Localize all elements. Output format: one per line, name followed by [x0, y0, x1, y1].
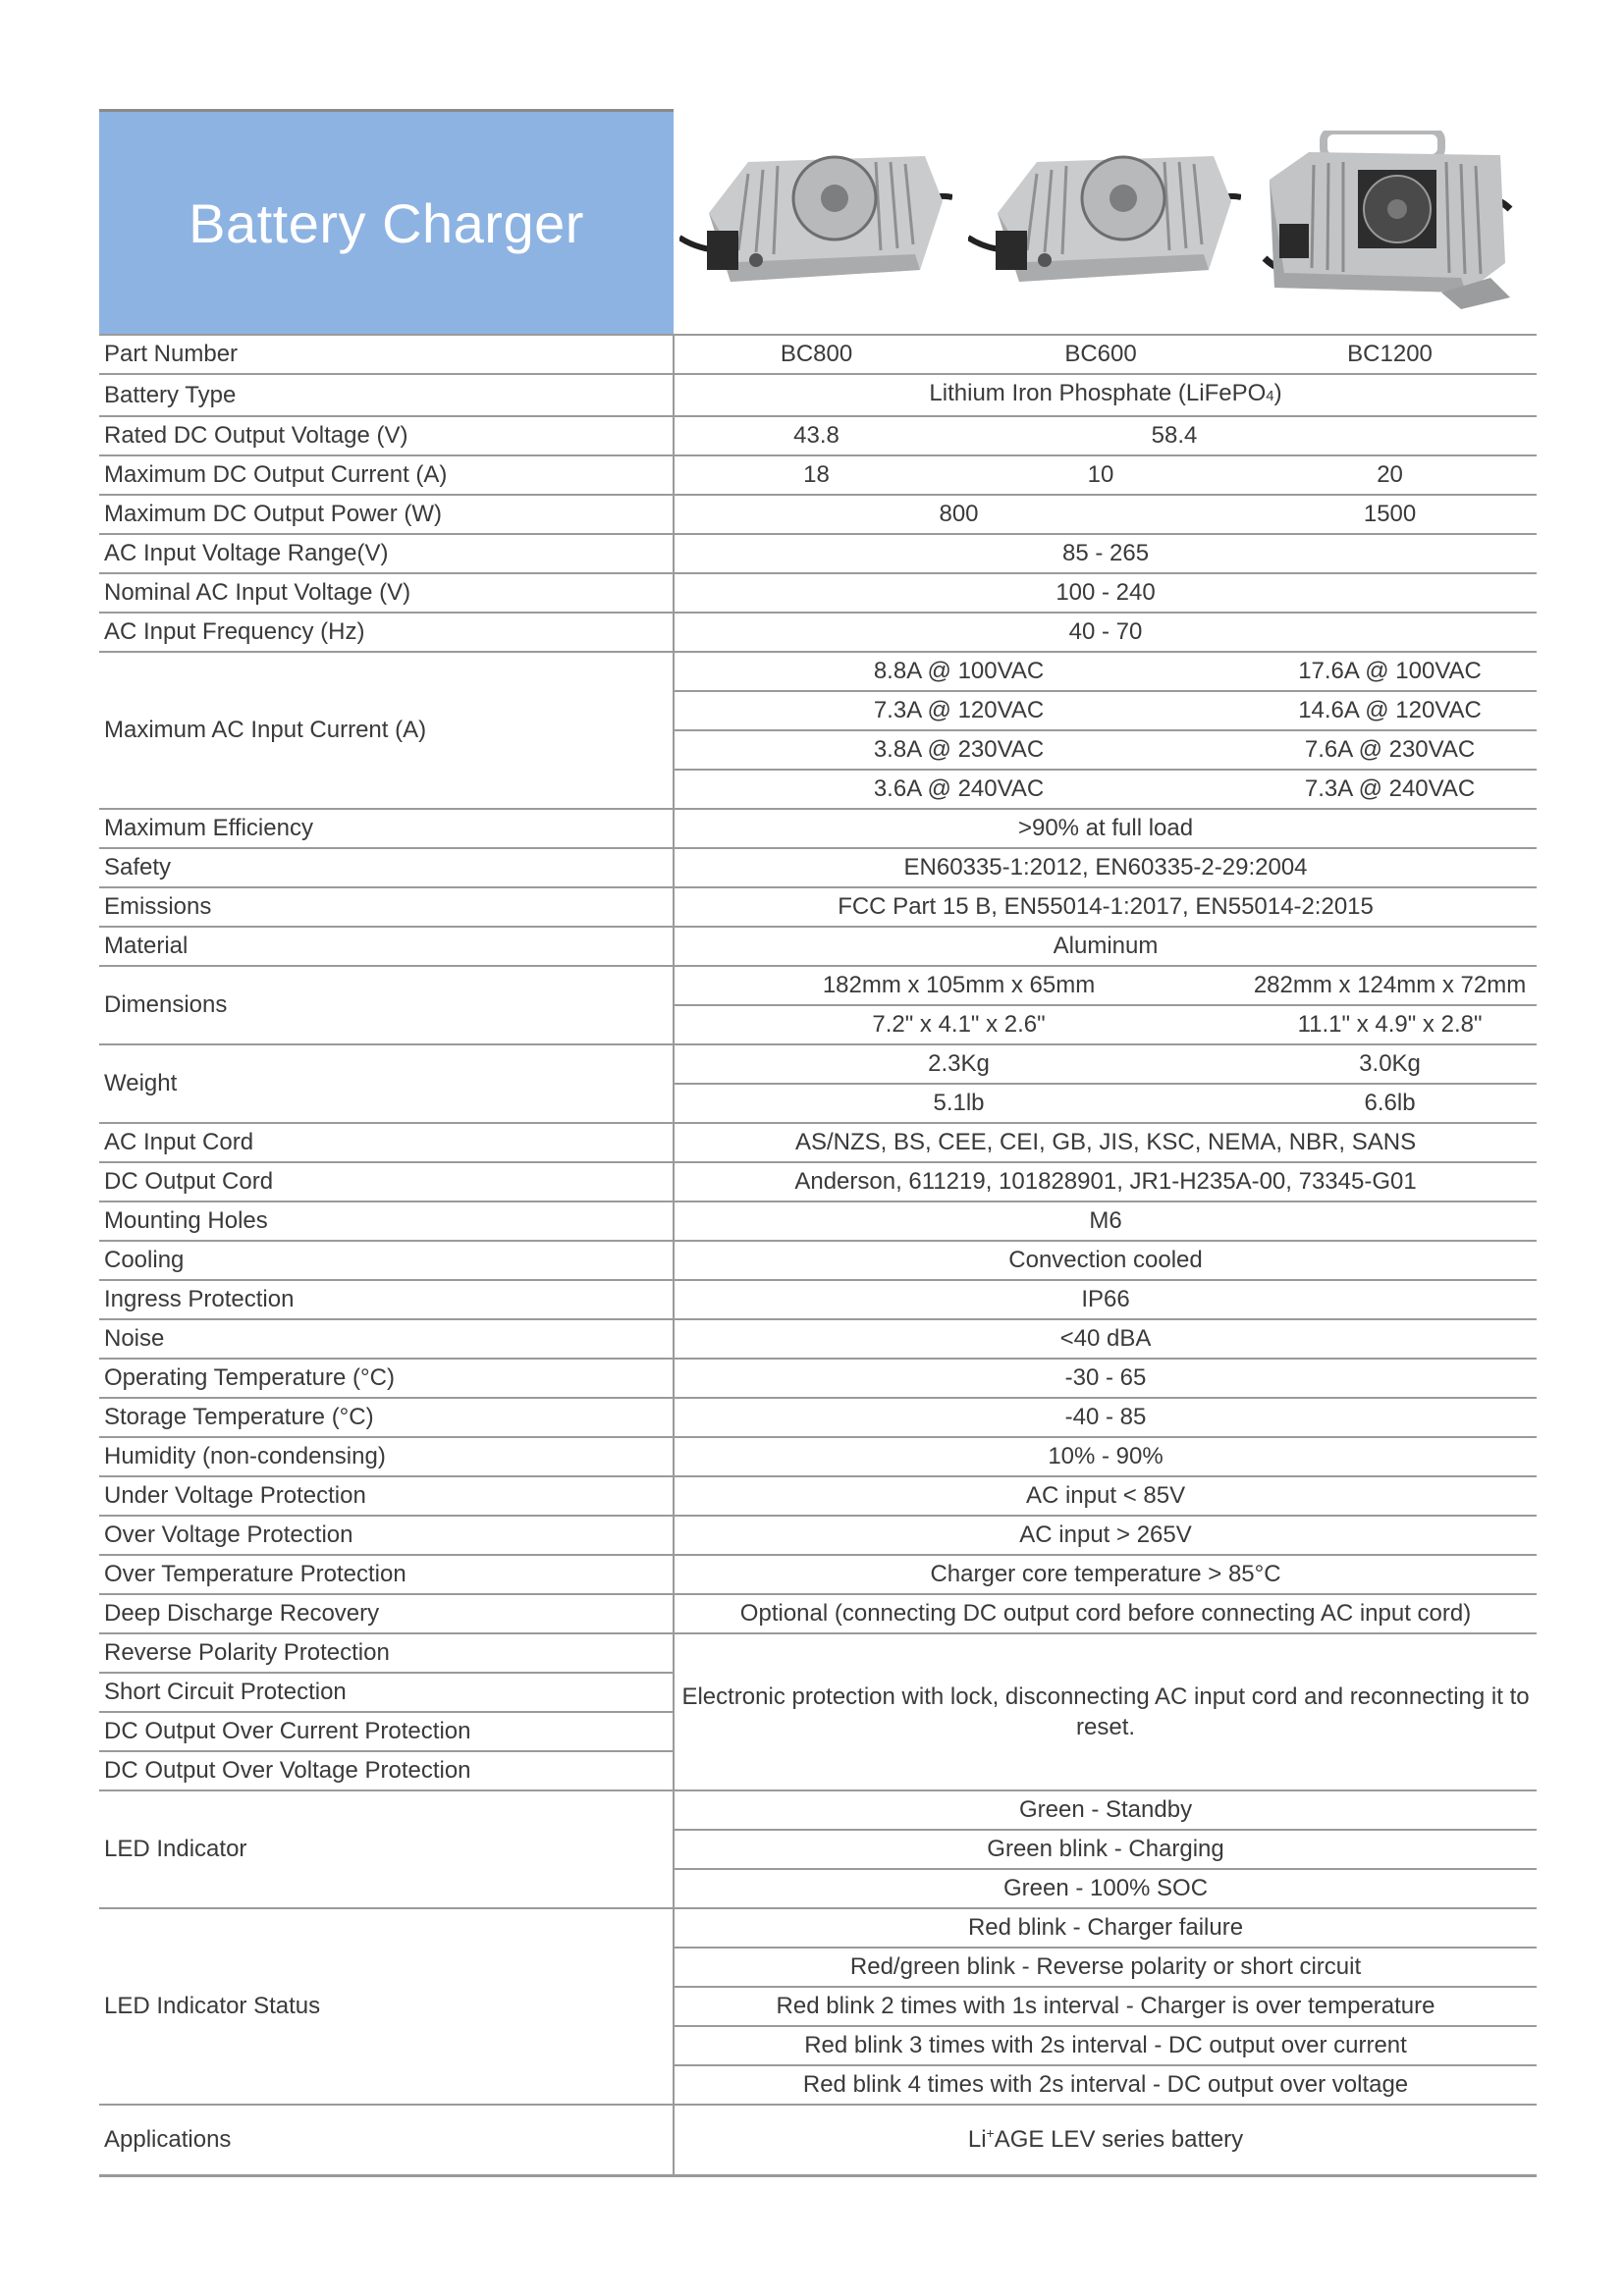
cell-value: Aluminum [674, 927, 1537, 966]
row-label: DC Output Over Voltage Protection [99, 1751, 674, 1790]
cell-value: Green blink - Charging [674, 1830, 1537, 1869]
row-label: AC Input Frequency (Hz) [99, 613, 674, 652]
cell-value: 3.6A @ 240VAC [674, 770, 1243, 809]
cell-value: Red blink 4 times with 2s interval - DC output over voltage [674, 2065, 1537, 2105]
row-label: AC Input Voltage Range(V) [99, 534, 674, 573]
cell-value: IP66 [674, 1280, 1537, 1319]
cell-value: 5.1lb [674, 1084, 1243, 1123]
row-label: Humidity (non-condensing) [99, 1437, 674, 1476]
row-label: Maximum AC Input Current (A) [99, 652, 674, 809]
cell-value: Green - Standby [674, 1790, 1537, 1830]
cell-value: 43.8 [674, 416, 958, 455]
row-led-indicator [99, 1790, 1537, 1830]
charger-photo-bc1200 [1255, 131, 1520, 312]
cell-value: 10% - 90% [674, 1437, 1537, 1476]
row-label: Short Circuit Protection [99, 1673, 674, 1712]
cell-value: FCC Part 15 B, EN55014-1:2017, EN55014-2:2015 [674, 887, 1537, 927]
cell-value: 40 - 70 [674, 613, 1537, 652]
row-label: Reverse Polarity Protection [99, 1633, 674, 1673]
cell-bc800: BC800 [674, 335, 958, 374]
cell-value: 7.3A @ 120VAC [674, 691, 1243, 730]
cell-value: EN60335-1:2012, EN60335-2-29:2004 [674, 848, 1537, 887]
row-rated-voltage [99, 416, 1537, 455]
title-banner [99, 109, 674, 334]
row-label: Dimensions [99, 966, 674, 1044]
cell-value [674, 2105, 1537, 2176]
row-nominal-ac [99, 573, 1537, 613]
cell-value: 3.8A @ 230VAC [674, 730, 1243, 770]
row-max-power [99, 495, 1537, 534]
row-protection [99, 1633, 1537, 1673]
cell-value: 17.6A @ 100VAC [1243, 652, 1537, 691]
row-label: Operating Temperature (°C) [99, 1359, 674, 1398]
row-label: LED Indicator Status [99, 1908, 674, 2105]
row-part-number [99, 335, 1537, 374]
cell-value: 182mm x 105mm x 65mm [674, 966, 1243, 1005]
row-label: Mounting Holes [99, 1201, 674, 1241]
cell-value: 282mm x 124mm x 72mm [1243, 966, 1537, 1005]
row-label: Maximum DC Output Power (W) [99, 495, 674, 534]
row-label: AC Input Cord [99, 1123, 674, 1162]
row-label: Applications [99, 2105, 674, 2176]
row-mounting [99, 1201, 1537, 1241]
row-dc-cord [99, 1162, 1537, 1201]
row-led-status [99, 1908, 1537, 1948]
row-op-temp [99, 1359, 1537, 1398]
cell-bc1200: BC1200 [1243, 335, 1537, 374]
row-under-voltage [99, 1476, 1537, 1516]
row-label: Ingress Protection [99, 1280, 674, 1319]
cell-value: 58.4 [958, 416, 1390, 455]
row-label: Nominal AC Input Voltage (V) [99, 573, 674, 613]
row-weight [99, 1044, 1537, 1084]
cell-value: 3.0Kg [1243, 1044, 1537, 1084]
cell-value: Red blink 2 times with 1s interval - Charger is over temperature [674, 1987, 1537, 2026]
cell-value [674, 374, 1537, 416]
row-dimensions [99, 966, 1537, 1005]
cell-value: Convection cooled [674, 1241, 1537, 1280]
battery-type-subscript: 4 [1266, 388, 1274, 404]
row-label: Over Temperature Protection [99, 1555, 674, 1594]
product-photos [674, 109, 1537, 334]
cell-bc1200: 20 [1243, 455, 1537, 495]
battery-type-suffix: ) [1273, 380, 1282, 406]
row-st-temp [99, 1398, 1537, 1437]
row-label: Maximum Efficiency [99, 809, 674, 848]
row-label: Maximum DC Output Current (A) [99, 455, 674, 495]
row-label: Material [99, 927, 674, 966]
row-label: Rated DC Output Voltage (V) [99, 416, 674, 455]
spec-table [99, 334, 1537, 2177]
row-over-temp [99, 1555, 1537, 1594]
applications-suffix: AGE LEV series battery [994, 2126, 1244, 2153]
row-label: Under Voltage Protection [99, 1476, 674, 1516]
cell-value: AS/NZS, BS, CEE, CEI, GB, JIS, KSC, NEMA, NBR, SANS [674, 1123, 1537, 1162]
cell-value: 14.6A @ 120VAC [1243, 691, 1537, 730]
cell-value: -40 - 85 [674, 1398, 1537, 1437]
row-safety [99, 848, 1537, 887]
row-max-ac-current [99, 652, 1537, 691]
row-applications [99, 2105, 1537, 2176]
row-efficiency [99, 809, 1537, 848]
row-label: Storage Temperature (°C) [99, 1398, 674, 1437]
cell-value: 8.8A @ 100VAC [674, 652, 1243, 691]
row-ac-range [99, 534, 1537, 573]
battery-type-text: Lithium Iron Phosphate (LiFePO [929, 380, 1267, 406]
cell-value: <40 dBA [674, 1319, 1537, 1359]
row-ingress [99, 1280, 1537, 1319]
cell-empty [1390, 416, 1537, 455]
cell-value: 7.2" x 4.1" x 2.6" [674, 1005, 1243, 1044]
cell-value: 1500 [1243, 495, 1537, 534]
cell-value: Charger core temperature > 85°C [674, 1555, 1537, 1594]
row-label: Part Number [99, 335, 674, 374]
row-cooling [99, 1241, 1537, 1280]
cell-value: Anderson, 611219, 101828901, JR1-H235A-00, 73345-G01 [674, 1162, 1537, 1201]
row-humidity [99, 1437, 1537, 1476]
row-emissions [99, 887, 1537, 927]
cell-value: Green - 100% SOC [674, 1869, 1537, 1908]
cell-value: -30 - 65 [674, 1359, 1537, 1398]
page-title: Battery Charger [189, 191, 584, 254]
cell-value: 100 - 240 [674, 573, 1537, 613]
cell-value: M6 [674, 1201, 1537, 1241]
row-deep-discharge [99, 1594, 1537, 1633]
cell-value: AC input < 85V [674, 1476, 1537, 1516]
charger-photo-bc600 [968, 144, 1241, 299]
row-battery-type [99, 374, 1537, 416]
cell-value: 800 [674, 495, 1243, 534]
row-label: DC Output Cord [99, 1162, 674, 1201]
row-label: LED Indicator [99, 1790, 674, 1908]
charger-photo-bc800 [679, 144, 952, 299]
cell-value: >90% at full load [674, 809, 1537, 848]
row-over-voltage [99, 1516, 1537, 1555]
cell-value: 11.1" x 4.9" x 2.8" [1243, 1005, 1537, 1044]
cell-value: Red/green blink - Reverse polarity or short circuit [674, 1948, 1537, 1987]
row-label: Safety [99, 848, 674, 887]
row-label: Emissions [99, 887, 674, 927]
cell-bc600: BC600 [958, 335, 1243, 374]
cell-value: Optional (connecting DC output cord before connecting AC input cord) [674, 1594, 1537, 1633]
row-ac-freq [99, 613, 1537, 652]
cell-value: AC input > 265V [674, 1516, 1537, 1555]
cell-value: 6.6lb [1243, 1084, 1537, 1123]
row-max-current [99, 455, 1537, 495]
row-label: Noise [99, 1319, 674, 1359]
cell-value: 7.6A @ 230VAC [1243, 730, 1537, 770]
row-label: Weight [99, 1044, 674, 1123]
row-label: Deep Discharge Recovery [99, 1594, 674, 1633]
row-ac-cord [99, 1123, 1537, 1162]
protection-value: Electronic protection with lock, disconnecting AC input cord and reconnecting it to reset. [674, 1633, 1537, 1790]
cell-bc800: 18 [674, 455, 958, 495]
row-noise [99, 1319, 1537, 1359]
row-label: Over Voltage Protection [99, 1516, 674, 1555]
cell-bc600: 10 [958, 455, 1243, 495]
cell-value: Red blink 3 times with 2s interval - DC output over current [674, 2026, 1537, 2065]
cell-value: Red blink - Charger failure [674, 1908, 1537, 1948]
row-material [99, 927, 1537, 966]
applications-prefix: Li [967, 2126, 987, 2153]
header [99, 109, 1537, 334]
cell-value: 7.3A @ 240VAC [1243, 770, 1537, 809]
row-label: Battery Type [99, 374, 674, 416]
cell-value: 2.3Kg [674, 1044, 1243, 1084]
cell-value: 85 - 265 [674, 534, 1537, 573]
row-label: Cooling [99, 1241, 674, 1280]
applications-superscript: + [986, 2125, 995, 2141]
row-label: DC Output Over Current Protection [99, 1712, 674, 1751]
